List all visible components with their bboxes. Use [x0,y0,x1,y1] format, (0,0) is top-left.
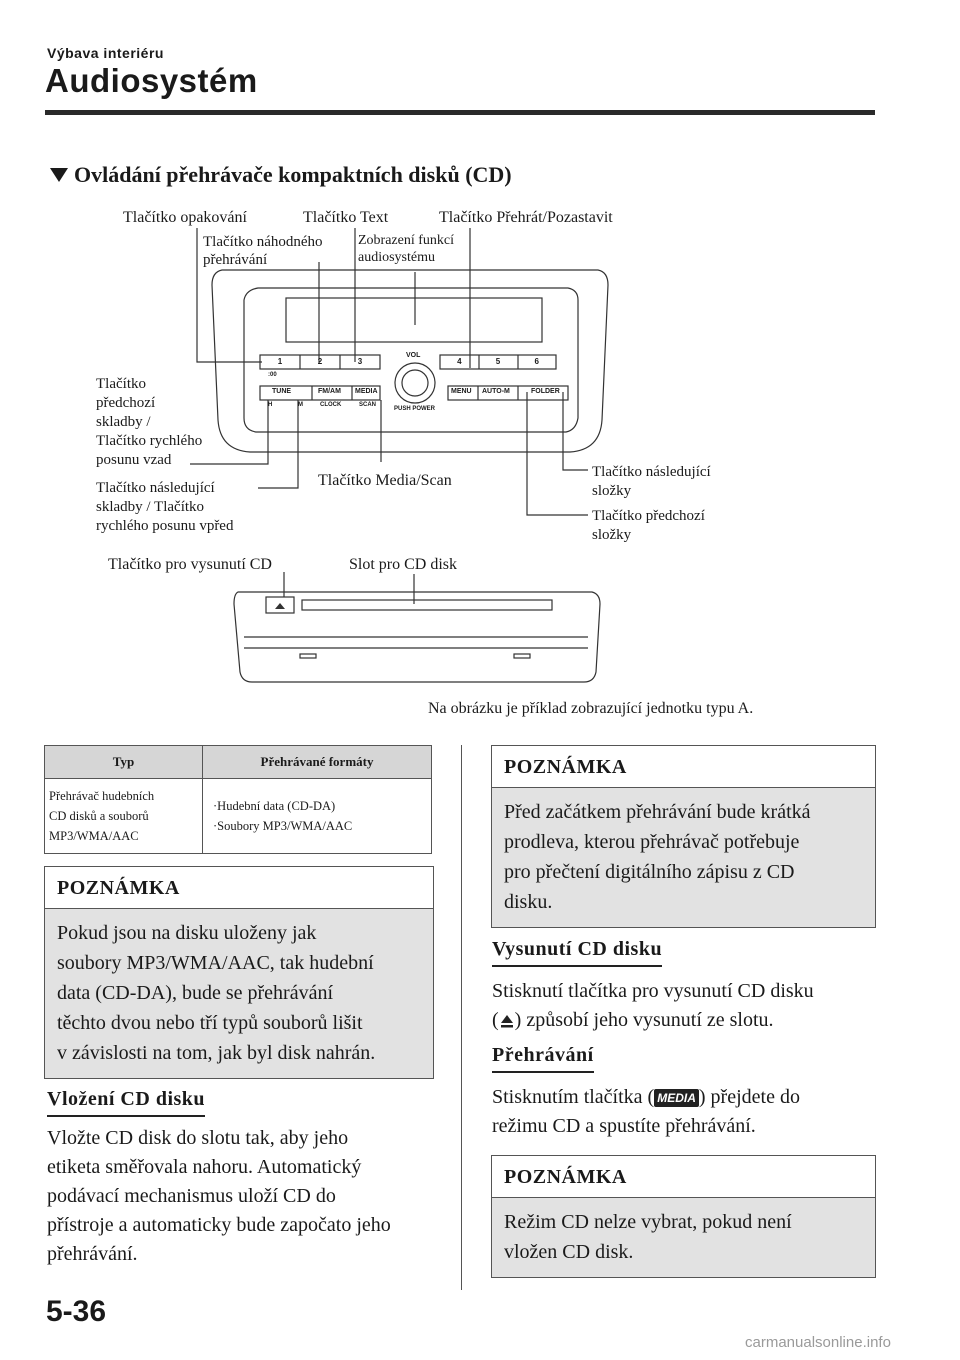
note-2-line: prodleva, kterou přehrávač potřebuje [504,831,800,853]
preset-3: 3 [357,357,363,366]
insert-paragraph [47,1124,391,1269]
preset-6: 6 [534,357,539,366]
insert-line: etiketa směřovala nahoru. Automatický [47,1156,362,1178]
note-3-title: POZNÁMKA [492,1156,875,1198]
type-line-3: MP3/WMA/AAC [49,829,139,843]
section-label: Výbava interiéru [47,45,164,61]
label-random-1: Tlačítko náhodného [203,234,323,250]
note-1-line: těchto dvou nebo tří typů souborů lišit [57,1012,363,1034]
format-1-text: Hudební data (CD-DA) [217,799,336,813]
clock-label: CLOCK [320,402,342,408]
label-prev-folder-1: Tlačítko předchozí [592,508,705,524]
label-prev-track-5: posunu vzad [96,452,172,468]
note-2-body [492,788,875,927]
label-next-folder-1: Tlačítko následující [592,464,711,480]
label-display-1: Zobrazení funkcí [358,233,455,248]
preset-1: 1 [277,357,283,366]
h-label: H [268,402,273,408]
table-row [45,779,432,854]
insert-heading: Vložení CD disku [47,1088,205,1117]
eject-icon [499,1012,515,1030]
play-heading: Přehrávání [492,1044,594,1073]
media-button-icon: MEDIA [654,1089,699,1107]
note-box-1 [44,866,434,1079]
auto-m-label: AUTO-M [482,388,510,395]
cd-slot [302,600,552,610]
note-1-line: soubory MP3/WMA/AAC, tak hudební [57,952,374,974]
type-line-1: Přehrávač hudebních [49,789,155,803]
label-random-2: přehrávání [203,252,268,268]
insert-line: přehrávání. [47,1243,138,1265]
media-label: MEDIA [355,388,378,395]
eject-line-2 [492,1006,814,1035]
note-1-body [45,909,433,1078]
eject-heading: Vysunutí CD disku [492,938,662,967]
note-2-line: pro přečtení digitálního zápisu z CD [504,861,795,883]
insert-line: podávací mechanismus uloží CD do [47,1185,336,1207]
table-cell-formats [203,779,432,854]
note-2-line: Před začátkem přehrávání bude krátká [504,801,811,823]
menu-label: MENU [451,388,472,395]
note-3-body [492,1198,875,1277]
note-2-title: POZNÁMKA [492,746,875,788]
label-next-track-1: Tlačítko následující [96,480,215,496]
watermark: carmanualsonline.info [745,1334,891,1351]
preset-buttons-left [260,355,380,369]
scan-label: SCAN [359,402,377,408]
section-heading-text: Ovládání přehrávače kompaktních disků (CD) [74,162,512,187]
note-box-2 [491,745,876,928]
push-power-label: PUSH POWER [394,406,436,412]
format-table [44,745,432,854]
table-header-type: Typ [45,746,203,779]
note-2-line: disku. [504,891,553,913]
preset-2: 2 [317,357,323,366]
label-next-track-3: rychlého posunu vpřed [96,518,234,534]
eject-icon [275,603,285,609]
note-1-line: data (CD-DA), bude se přehrávání [57,982,334,1004]
label-prev-track-3: skladby / [96,414,151,430]
label-prev-track-4: Tlačítko rychlého [96,433,203,449]
m-label: M [298,402,303,408]
label-repeat: Tlačítko opakování [123,209,247,226]
folder-label: FOLDER [531,388,560,395]
label-media-scan: Tlačítko Media/Scan [318,472,452,489]
table-cell-type [45,779,203,854]
play-paragraph [492,1083,800,1141]
format-item-1: ·Hudební data (CD-DA) [213,799,336,813]
fm-am-label: FM/AM [318,388,341,395]
eject-paragraph [492,977,814,1035]
note-1-line: Pokud jsou na disku uloženy jak [57,922,317,944]
diagram-caption: Na obrázku je příklad zobrazující jednotku typu A. [428,700,754,717]
time-label: :00 [268,372,277,378]
note-box-3 [491,1155,876,1278]
label-text: Tlačítko Text [303,209,389,226]
label-slot: Slot pro CD disk [349,556,458,573]
label-prev-track-2: předchozí [96,395,156,411]
table-header-formats: Přehrávané formáty [203,746,432,779]
label-display-2: audiosystému [358,250,435,265]
insert-line: přístroje a automaticky bude započato jeho [47,1214,391,1236]
eject-open-paren: ( [492,1009,499,1031]
label-next-track-2: skladby / Tlačítko [96,499,205,515]
play-line-1-pre: Stisknutím tlačítka ( [492,1086,655,1108]
type-line-2: CD disků a souborů [49,809,149,823]
label-prev-folder-2: složky [592,527,632,543]
note-3-line: Režim CD nelze vybrat, pokud není [504,1211,792,1233]
eject-line-1: Stisknutí tlačítka pro vysunutí CD disku [492,980,814,1002]
vol-label: VOL [406,352,421,359]
play-line-1-post: ) přejdete do [698,1086,800,1108]
play-line-2: režimu CD a spustíte přehrávání. [492,1115,756,1137]
tune-label: TUNE [272,388,292,395]
volume-knob [395,363,435,403]
note-1-line: v závislosti na tom, jak byl disk nahrán. [57,1042,376,1064]
page-number: 5-36 [46,1295,107,1328]
preset-buttons-right [440,355,556,369]
preset-5: 5 [495,357,501,366]
eject-line-2-rest: ) způsobí jeho vysunutí ze slotu. [514,1009,774,1031]
label-prev-track-1: Tlačítko [96,376,146,392]
note-1-title: POZNÁMKA [45,867,433,909]
page-title: Audiosystém [45,62,258,99]
panel-display [286,298,542,342]
format-item-2: ·Soubory MP3/WMA/AAC [213,819,353,833]
column-divider [461,745,462,1290]
label-next-folder-2: složky [592,483,632,499]
play-line-1 [492,1083,800,1112]
note-3-line: vložen CD disk. [504,1241,634,1263]
label-eject: Tlačítko pro vysunutí CD [108,556,272,573]
label-play-pause: Tlačítko Přehrát/Pozastavit [439,209,613,226]
preset-4: 4 [457,357,462,366]
format-2-text: Soubory MP3/WMA/AAC [217,819,353,833]
insert-line: Vložte CD disk do slotu tak, aby jeho [47,1127,349,1149]
